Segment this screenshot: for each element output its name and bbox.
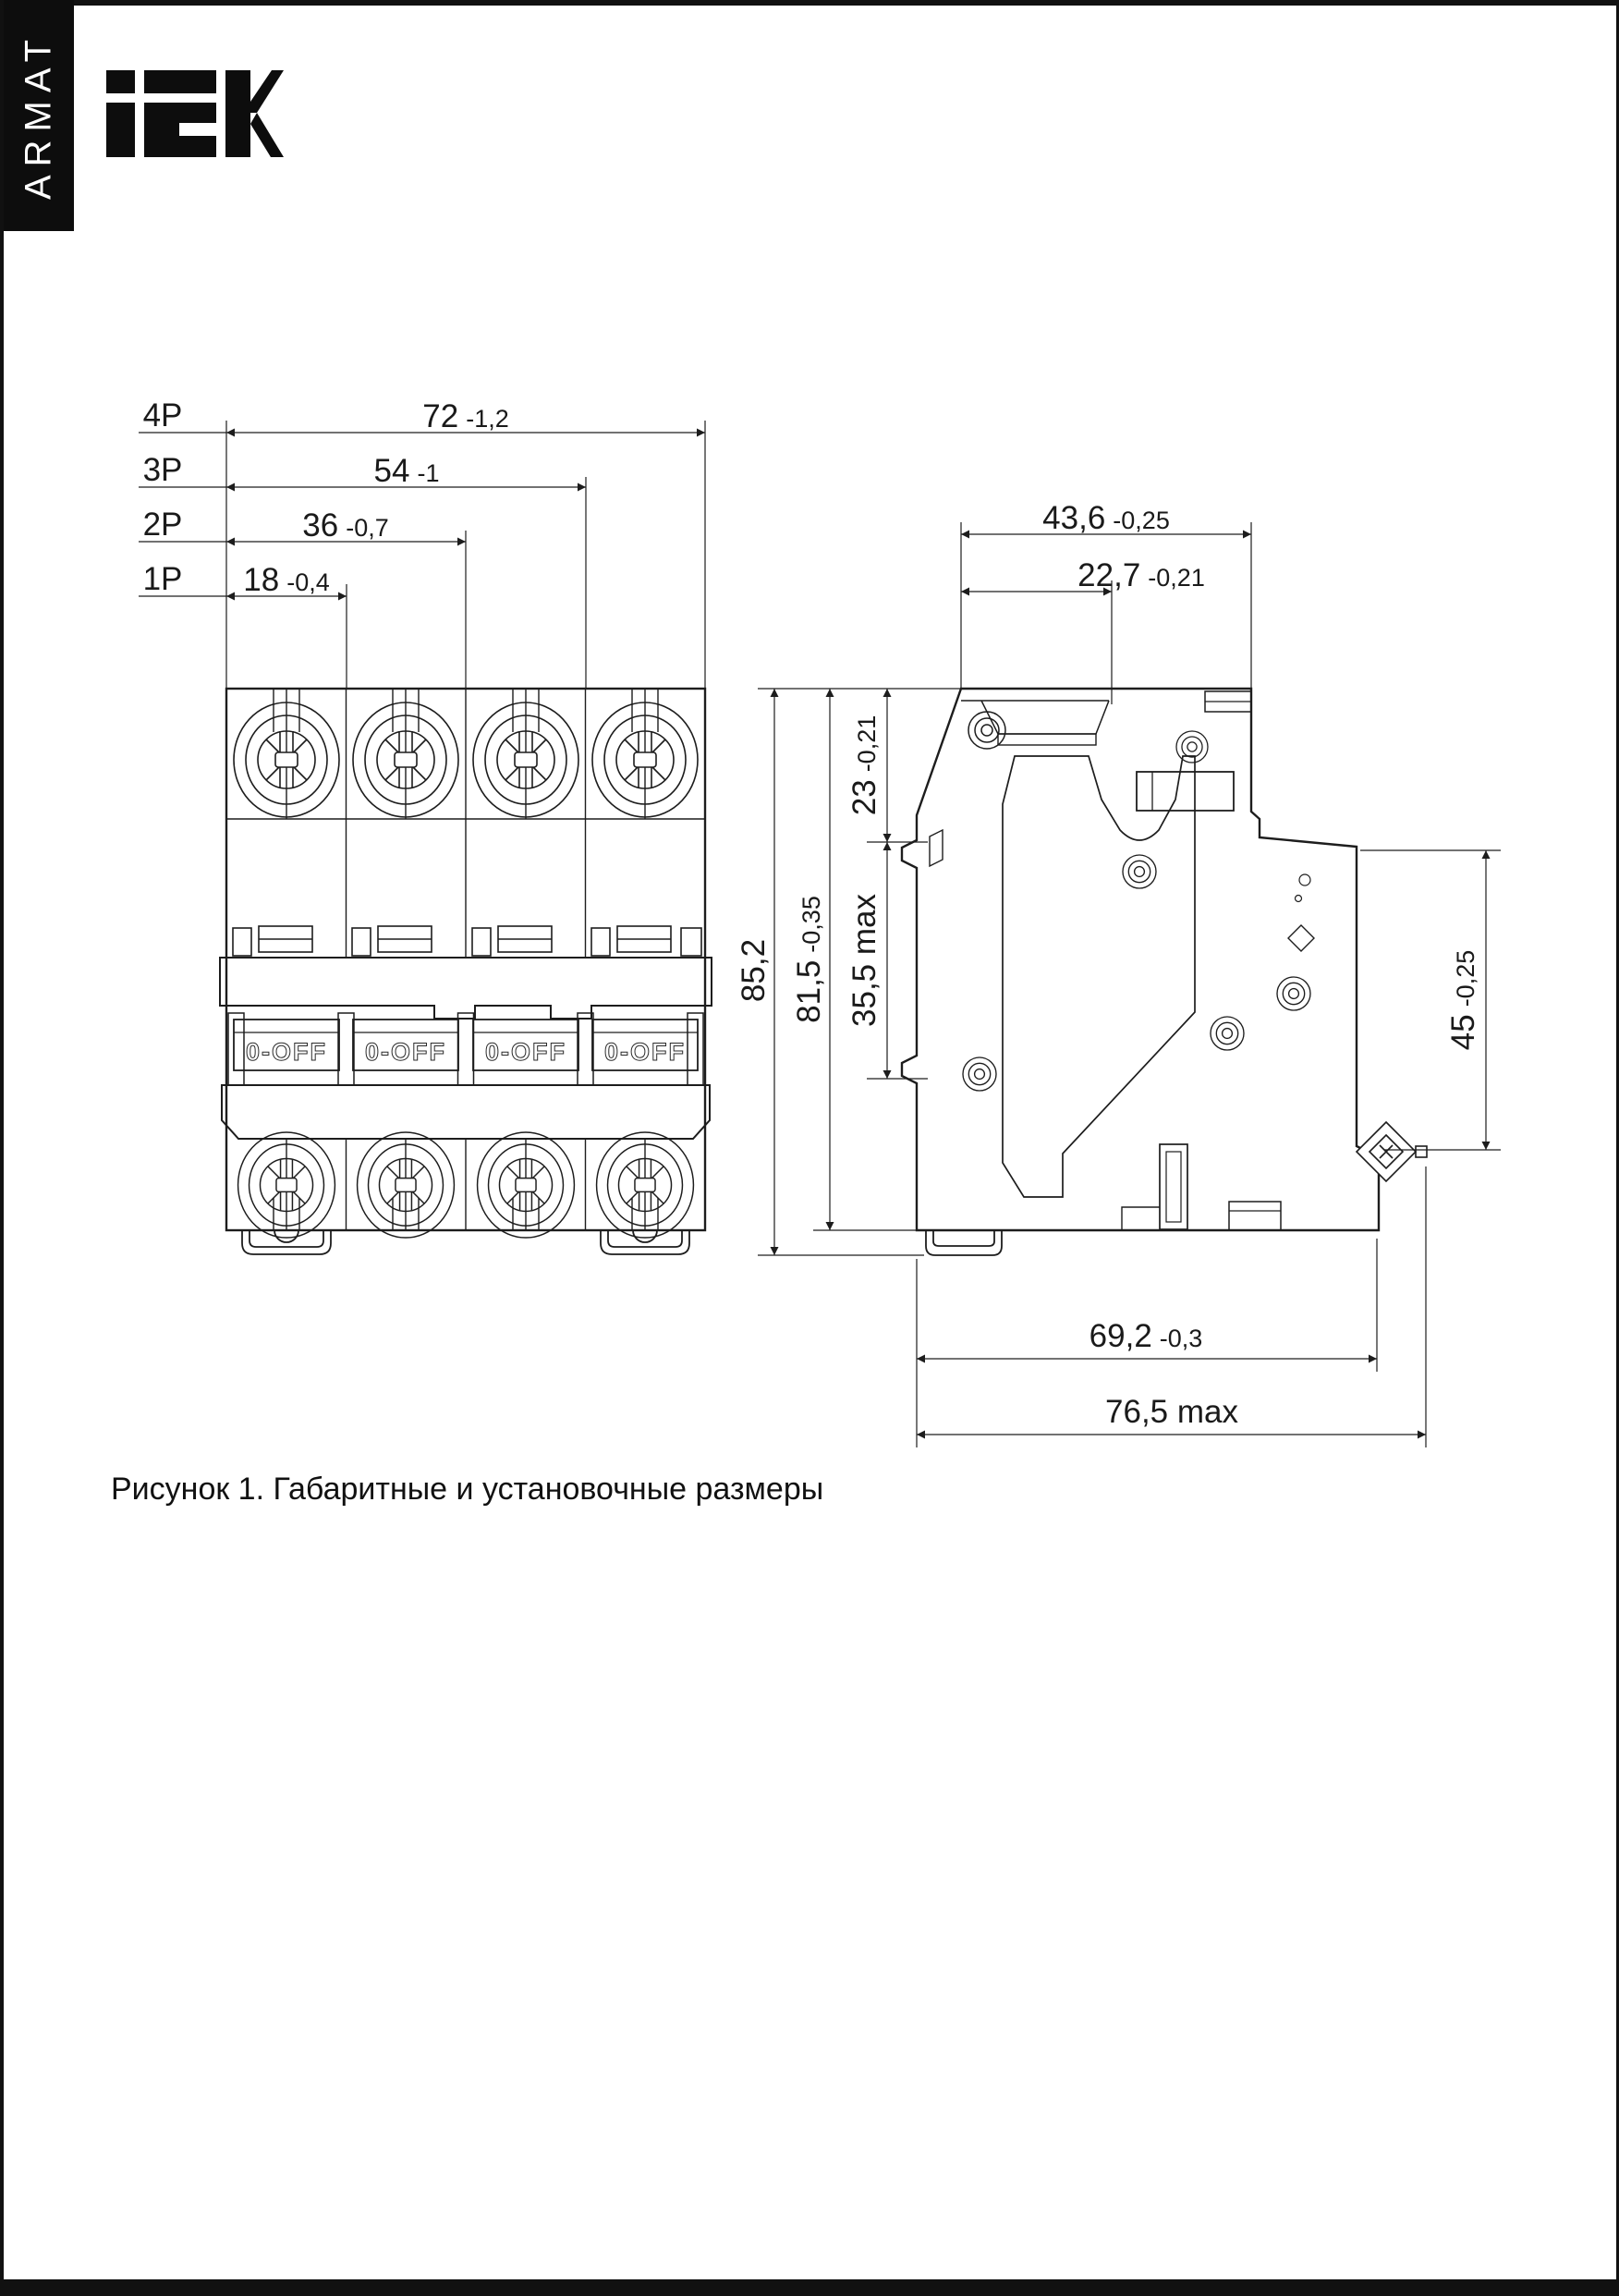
switch-handle-3 <box>473 1020 578 1070</box>
dim-width-3p: 54 -1 <box>373 453 440 489</box>
armat-series-label: ARMAT <box>18 31 59 201</box>
front-toggle-zone <box>228 1013 703 1085</box>
switch-label-3: 0-OFF <box>485 1038 566 1066</box>
din-latch-window <box>1137 772 1234 811</box>
pole-label-1p: 1P <box>142 561 183 597</box>
front-foot-left <box>242 1230 331 1254</box>
dim-body-height: 81,5 -0,35 <box>791 896 827 1023</box>
switch-handle-4 <box>592 1020 698 1070</box>
switch-handle-1 <box>234 1020 339 1070</box>
switch-label-4: 0-OFF <box>604 1038 686 1066</box>
switch-handle-2 <box>353 1020 458 1070</box>
dim-width-1p: 18 -0,4 <box>243 562 330 598</box>
dim-handle-zone-height: 35,5 max <box>846 894 883 1027</box>
side-inner-cavity <box>1003 756 1195 1197</box>
dim-width-2p: 36 -0,7 <box>302 507 389 543</box>
pole-label-3p: 3P <box>142 452 183 488</box>
front-foot-right <box>601 1230 689 1254</box>
switch-label-1: 0-OFF <box>246 1038 327 1066</box>
dim-top-front-depth: 22,7 -0,21 <box>1077 557 1205 593</box>
figure-caption: Рисунок 1. Габаритные и установочные размеры <box>111 1472 824 1507</box>
dim-width-4p: 72 -1,2 <box>422 398 509 434</box>
side-view <box>902 689 1427 1255</box>
dim-bottom-depth: 69,2 -0,3 <box>1089 1318 1203 1354</box>
dim-max-depth: 76,5 max <box>1105 1394 1238 1430</box>
dim-front-face-height: 45 -0,25 <box>1445 949 1481 1051</box>
side-terminal-screw <box>1357 1122 1427 1181</box>
front-view <box>220 689 712 1254</box>
dim-top-depth: 43,6 -0,25 <box>1042 500 1170 536</box>
dim-total-height: 85,2 <box>736 938 772 1003</box>
switch-label-2: 0-OFF <box>365 1038 446 1066</box>
pole-label-4p: 4P <box>142 397 183 434</box>
front-tie-bar-lower <box>222 1085 710 1139</box>
front-tie-bar-upper <box>220 958 712 1019</box>
pole-label-2p: 2P <box>142 507 183 543</box>
dim-top-height: 23 -0,21 <box>846 714 883 816</box>
side-foot <box>926 1230 1002 1255</box>
front-din-tabs <box>233 926 701 956</box>
